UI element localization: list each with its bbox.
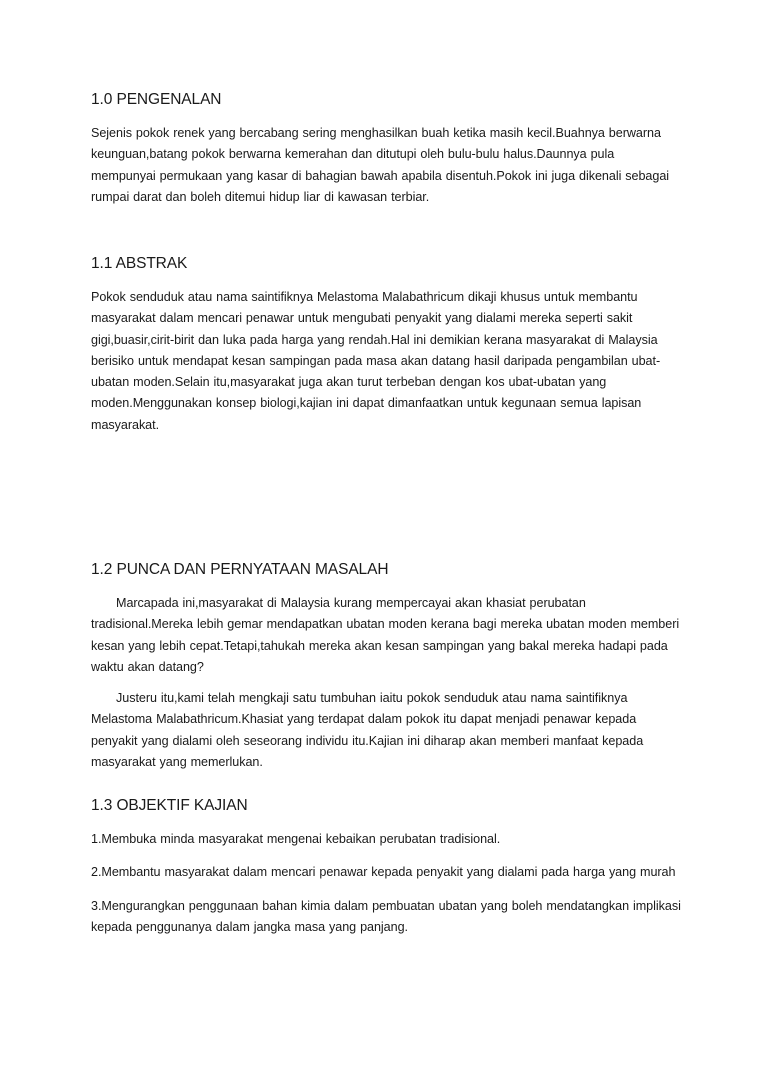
objective-item: 3.Mengurangkan penggunaan bahan kimia dalam pembuatan ubatan yang boleh mendatangkan implikasi kepada penggunanya dalam jangka masa yang panjang. [91, 898, 681, 934]
paragraph-pengenalan: Sejenis pokok renek yang bercabang sering menghasilkan buah ketika masih kecil.Buahnya berwarna keunguan,batang pokok berwarna kemerahan dan ditutupi oleh bulu-bulu halus.Daunnya pula mempunyai permukaan yang kasar di bahagian bawah apabila disentuh.Pokok ini juga dikenali sebagai rumpai darat dan boleh ditemui hidup liar di kawasan terbiar. [91, 126, 670, 204]
heading-pengenalan: 1.0 PENGENALAN [91, 91, 222, 108]
paragraph-punca-1: Marcapada ini,masyarakat di Malaysia kurang mempercayai akan khasiat perubatan tradisional.Mereka lebih gemar mendapatkan ubatan moden kerana bagi mereka ubatan moden memberi kesan yang lebih cepat.Tetapi,tahukah mereka akan kesan sampingan yang bakal mereka hadapi pada waktu akan datang? [91, 596, 680, 674]
paragraph-abstrak: Pokok senduduk atau nama saintifiknya Melastoma Malabathricum dikaji khusus untuk membantu masyarakat dalam mencari penawar untuk mengubati penyakit yang dialami mereka seperti sakit gigi,buasir,cirit-birit dan luka pada harga yang rendah.Hal ini demikian kerana masyarakat di Malaysia berisiko untuk mendapat kesan sampingan pada masa akan datang hasil daripada pengambilan ubat-ubatan moden.Selain itu,masyarakat juga akan turut terbeban dengan kos ubat-ubatan yang moden.Menggunakan konsep biologi,kajian ini dapat dimanfaatkan untuk kegunaan semua lapisan masyarakat. [91, 290, 661, 432]
objective-item: 2.Membantu masyarakat dalam mencari penawar kepada penyakit yang dialami pada harga yang murah [91, 865, 676, 880]
section-punca-masalah [91, 560, 681, 783]
section-abstrak [91, 254, 681, 446]
heading-punca-masalah: 1.2 PUNCA DAN PERNYATAAN MASALAH [91, 561, 389, 578]
section-pengenalan [91, 90, 681, 218]
heading-abstrak: 1.1 ABSTRAK [91, 255, 188, 272]
section-objektif-kajian [91, 796, 681, 950]
objective-item: 1.Membuka minda masyarakat mengenai kebaikan perubatan tradisional. [91, 832, 501, 846]
heading-objektif-kajian: 1.3 OBJEKTIF KAJIAN [91, 797, 248, 814]
paragraph-punca-2: Justeru itu,kami telah mengkaji satu tumbuhan iaitu pokok senduduk atau nama saintifiknya Melastoma Malabathricum.Khasiat yang terdapat dalam pokok itu dapat menjadi penawar kepada penyakit yang dialami oleh seseorang individu itu.Kajian ini diharap akan memberi manfaat kepada masyarakat yang memerlukan. [91, 691, 644, 770]
